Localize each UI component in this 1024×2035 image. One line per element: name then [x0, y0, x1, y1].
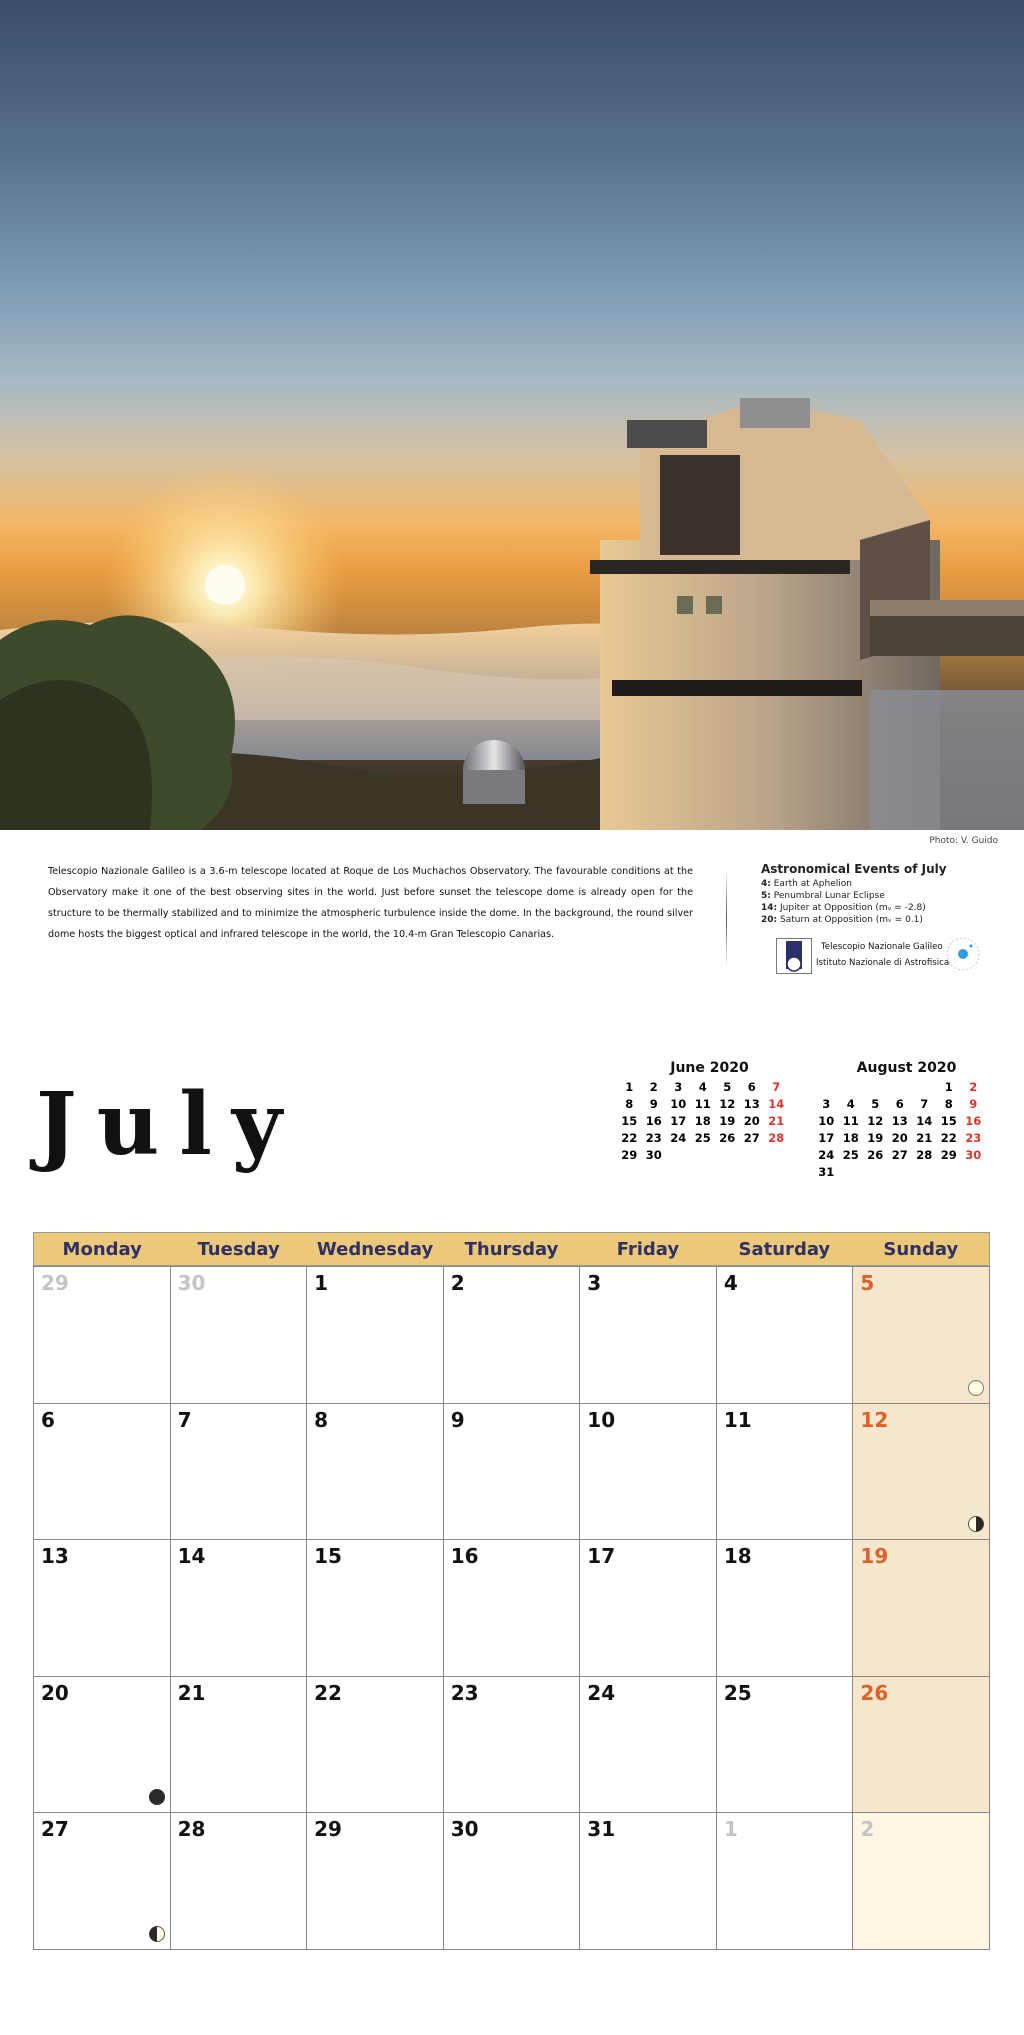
- day-number: 22: [314, 1680, 342, 1705]
- mini-calendar-day: [863, 1079, 888, 1096]
- day-number: 15: [314, 1544, 342, 1569]
- event-item: 14: Jupiter at Opposition (mᵥ = -2.8): [761, 903, 926, 913]
- day-number: 2: [450, 1271, 465, 1295]
- mini-calendar-day: 22: [940, 1131, 957, 1145]
- mini-calendar-day: 27: [891, 1148, 908, 1162]
- weekday-saturday: Saturday: [738, 1239, 831, 1260]
- day-cell: [444, 1267, 581, 1404]
- mini-calendar-day: 30: [645, 1148, 662, 1162]
- mini-calendar-day: [814, 1079, 839, 1096]
- mini-calendar-day: 1: [625, 1080, 634, 1094]
- day-cell: [307, 1813, 444, 1950]
- day-cell: [853, 1677, 990, 1814]
- day-cell: [34, 1540, 171, 1677]
- day-number: 5: [860, 1271, 875, 1295]
- photo-credit: Photo: V. Guido: [929, 836, 998, 846]
- mini-calendar-day: 28: [916, 1148, 933, 1162]
- new-moon-icon: [148, 1788, 166, 1806]
- mini-calendar-day: 23: [645, 1131, 662, 1145]
- day-number: 18: [723, 1544, 752, 1569]
- mini-calendar-day: 5: [723, 1080, 732, 1094]
- day-cell: [717, 1267, 854, 1404]
- day-cell: [171, 1267, 308, 1404]
- mini-calendar-day: [715, 1147, 740, 1164]
- last-quarter-moon-icon: [967, 1515, 985, 1533]
- day-cell: [717, 1813, 854, 1950]
- mini-calendar-day: 28: [768, 1131, 785, 1145]
- mini-calendar-day: [764, 1147, 789, 1164]
- day-number: 4: [723, 1271, 738, 1295]
- mini-calendar-day: 22: [621, 1131, 638, 1145]
- day-number: 28: [177, 1817, 206, 1842]
- day-number: 3: [587, 1271, 602, 1295]
- mini-calendar-day: 10: [670, 1097, 687, 1111]
- day-number: 26: [860, 1680, 889, 1705]
- mini-calendar-day: 6: [895, 1097, 904, 1111]
- day-cell: [853, 1267, 990, 1404]
- mini-calendar-grid: [814, 1079, 999, 1181]
- day-number: 31: [587, 1817, 616, 1842]
- day-cell: [444, 1677, 581, 1814]
- mini-calendar-day: 29: [621, 1148, 638, 1162]
- mini-calendar-day: 18: [694, 1114, 711, 1128]
- mini-calendar-day: [839, 1164, 864, 1181]
- mini-calendar-day: 9: [649, 1097, 658, 1111]
- day-cell: [307, 1677, 444, 1814]
- event-item: 20: Saturn at Opposition (mᵥ = 0.1): [761, 915, 923, 925]
- mini-calendar-day: 3: [822, 1097, 831, 1111]
- mini-calendar-title: June 2020: [670, 1060, 749, 1076]
- day-cell: [717, 1540, 854, 1677]
- weekday-tuesday: Tuesday: [197, 1239, 280, 1260]
- gtc-dome: [463, 740, 525, 804]
- mini-calendar-day: 24: [670, 1131, 687, 1145]
- day-cell: [307, 1267, 444, 1404]
- mini-calendar-day: [691, 1147, 716, 1164]
- mini-calendar-day: [740, 1147, 765, 1164]
- mini-calendar-day: 8: [625, 1097, 634, 1111]
- mini-calendar-day: 29: [940, 1148, 957, 1162]
- month-title: July: [36, 1074, 302, 1175]
- day-cell: [307, 1540, 444, 1677]
- mini-calendar-day: 12: [867, 1114, 884, 1128]
- mini-calendar-day: 24: [818, 1148, 835, 1162]
- mini-calendar-day: 3: [674, 1080, 683, 1094]
- mini-calendar-day: 17: [670, 1114, 687, 1128]
- mini-calendar-day: 6: [747, 1080, 756, 1094]
- day-cell: [580, 1677, 717, 1814]
- mini-calendar-grid: [617, 1079, 802, 1164]
- mini-calendar-day: [666, 1147, 691, 1164]
- mini-calendar-day: 25: [842, 1148, 859, 1162]
- events-title: Astronomical Events of July: [761, 862, 947, 876]
- full-moon-icon: [967, 1379, 985, 1397]
- day-number: 11: [723, 1407, 752, 1432]
- day-cell: [171, 1813, 308, 1950]
- mini-calendar-day: [888, 1079, 913, 1096]
- day-cell: [853, 1540, 990, 1677]
- mini-calendar-day: 17: [818, 1131, 835, 1145]
- day-cell: [171, 1404, 308, 1541]
- day-number: 21: [177, 1680, 206, 1705]
- mini-calendar-day: 12: [719, 1097, 736, 1111]
- mini-calendar-day: 19: [719, 1114, 736, 1128]
- weekday-friday: Friday: [616, 1239, 680, 1260]
- mini-calendar-day: 7: [920, 1097, 929, 1111]
- day-cell: [307, 1404, 444, 1541]
- day-cell: [580, 1813, 717, 1950]
- mini-calendar-day: 21: [768, 1114, 785, 1128]
- day-number: 23: [450, 1680, 479, 1705]
- mini-calendar-day: 19: [867, 1131, 884, 1145]
- day-number: 29: [41, 1271, 69, 1295]
- astronomical-events: [761, 862, 1001, 926]
- day-number: 14: [177, 1544, 206, 1569]
- day-number: 25: [723, 1680, 752, 1705]
- day-cell: [580, 1267, 717, 1404]
- mini-calendar-day: 27: [743, 1131, 760, 1145]
- day-cell: [34, 1267, 171, 1404]
- month-calendar: [33, 1232, 990, 1950]
- mini-calendar-day: [839, 1079, 864, 1096]
- mini-calendar-day: 2: [649, 1080, 658, 1094]
- mini-calendar-day: [863, 1164, 888, 1181]
- day-cell: [171, 1677, 308, 1814]
- calendar-grid: [33, 1266, 990, 1950]
- day-number: 17: [587, 1544, 616, 1569]
- weekday-thursday: Thursday: [464, 1239, 559, 1260]
- mini-calendar-day: 20: [743, 1114, 760, 1128]
- day-number: 19: [860, 1544, 889, 1569]
- mini-calendar-day: 4: [846, 1097, 855, 1111]
- day-number: 20: [41, 1680, 69, 1705]
- day-number: 10: [587, 1407, 616, 1432]
- day-number: 7: [177, 1407, 192, 1432]
- mini-calendar-day: 16: [965, 1114, 982, 1128]
- mini-calendar-day: 15: [621, 1114, 638, 1128]
- divider: [726, 868, 727, 968]
- mini-calendar-day: 2: [969, 1080, 978, 1094]
- weekday-monday: Monday: [62, 1239, 142, 1260]
- inaf-logo-text: Istituto Nazionale di Astrofisica: [816, 958, 950, 968]
- mini-calendar-day: 11: [842, 1114, 859, 1128]
- mini-calendar-day: 13: [891, 1114, 908, 1128]
- event-item: 5: Penumbral Lunar Eclipse: [761, 891, 885, 901]
- day-cell: [171, 1540, 308, 1677]
- day-number: 27: [41, 1817, 69, 1842]
- mini-calendar-next: [814, 1060, 999, 1181]
- mini-calendar-day: 13: [743, 1097, 760, 1111]
- mini-calendar-day: 9: [969, 1097, 978, 1111]
- day-number: 1: [314, 1271, 329, 1295]
- mini-calendar-day: 26: [719, 1131, 736, 1145]
- day-number: 30: [177, 1271, 206, 1295]
- mini-calendar-day: 16: [645, 1114, 662, 1128]
- day-cell: [444, 1813, 581, 1950]
- mini-calendar-day: [912, 1079, 937, 1096]
- mini-calendar-day: 1: [944, 1080, 953, 1094]
- mini-calendar-day: 14: [916, 1114, 933, 1128]
- day-cell: [34, 1404, 171, 1541]
- weekday-wednesday: Wednesday: [316, 1239, 434, 1260]
- mini-calendar-day: 26: [867, 1148, 884, 1162]
- day-number: 9: [450, 1407, 465, 1432]
- day-number: 8: [314, 1407, 329, 1432]
- day-number: 24: [587, 1680, 616, 1705]
- cover-photo: [0, 0, 1024, 830]
- observatory-sunset-illustration: [0, 0, 1024, 830]
- mini-calendar-day: 30: [965, 1148, 982, 1162]
- mini-calendar-day: 20: [891, 1131, 908, 1145]
- mini-calendar-day: 15: [940, 1114, 957, 1128]
- event-item: 4: Earth at Aphelion: [761, 879, 852, 889]
- mini-calendar-day: 18: [842, 1131, 859, 1145]
- day-cell: [853, 1404, 990, 1541]
- weekday-header: [33, 1232, 990, 1266]
- mini-calendar-day: 11: [694, 1097, 711, 1111]
- logos: [776, 936, 981, 974]
- mini-calendar-day: 4: [698, 1080, 707, 1094]
- tng-logo-icon: [776, 938, 812, 974]
- day-number: 30: [450, 1817, 479, 1842]
- mini-calendar-prev: [617, 1060, 802, 1164]
- day-number: 29: [314, 1817, 342, 1842]
- day-cell: [717, 1677, 854, 1814]
- mini-calendar-day: 25: [694, 1131, 711, 1145]
- day-cell: [580, 1540, 717, 1677]
- weekday-sunday: Sunday: [883, 1239, 959, 1260]
- mini-calendar-title: August 2020: [856, 1060, 957, 1076]
- photo-description: Telescopio Nazionale Galileo is a 3.6-m telescope located at Roque de Los Muchachos Observatory. The favourable conditions at the Observatory make it one of the best observing sites in the world. Just before sunset the telescope dome is already open for the structure to be thermally stabilized and to minimize the atmospheric turbulence inside the dome. In the background, the round silver dome hosts the biggest optical and infrared telescope in the world, the 10.4-m Gran Telescopio Canarias.: [48, 866, 693, 940]
- day-number: 16: [450, 1544, 479, 1569]
- first-quarter-moon-icon: [148, 1925, 166, 1943]
- mini-calendar-day: [888, 1164, 913, 1181]
- day-number: 2: [860, 1817, 875, 1842]
- mini-calendar-day: 21: [916, 1131, 933, 1145]
- mini-calendar-day: 7: [772, 1080, 781, 1094]
- day-number: 6: [41, 1407, 55, 1432]
- inaf-logo-icon: [945, 936, 981, 972]
- mini-calendar-day: 8: [944, 1097, 953, 1111]
- day-cell: [34, 1677, 171, 1814]
- mini-calendar-day: 14: [768, 1097, 785, 1111]
- day-cell: [580, 1404, 717, 1541]
- day-number: 13: [41, 1544, 69, 1569]
- day-number: 1: [723, 1817, 738, 1842]
- mini-calendar-day: [961, 1164, 986, 1181]
- mini-calendar-day: 10: [818, 1114, 835, 1128]
- day-number: 12: [860, 1407, 889, 1432]
- mini-calendar-day: 31: [818, 1165, 835, 1179]
- mini-calendar-day: [937, 1164, 962, 1181]
- mini-calendar-day: [912, 1164, 937, 1181]
- tng-building: [590, 398, 1024, 830]
- day-cell: [34, 1813, 171, 1950]
- day-cell: [444, 1404, 581, 1541]
- day-cell: [717, 1404, 854, 1541]
- day-cell: [853, 1813, 990, 1950]
- mini-calendar-day: 23: [965, 1131, 982, 1145]
- tng-logo-text: Telescopio Nazionale Galileo: [821, 942, 943, 952]
- day-cell: [444, 1540, 581, 1677]
- mini-calendar-day: 5: [871, 1097, 880, 1111]
